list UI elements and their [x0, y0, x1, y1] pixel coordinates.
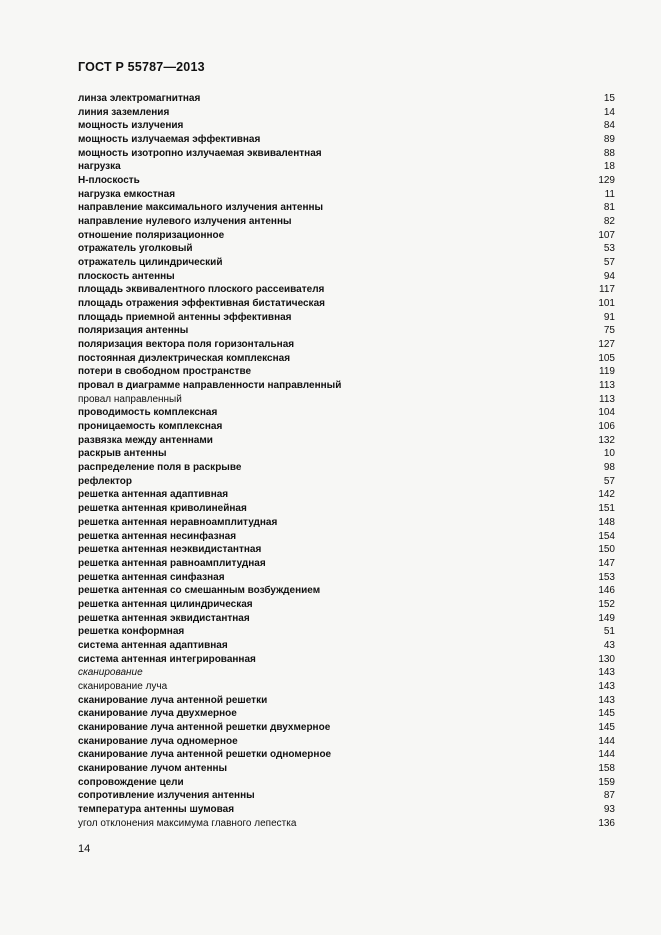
index-entry — [78, 283, 615, 297]
index-term: поляризация вектора поля горизонтальная — [78, 339, 295, 351]
index-entry — [78, 393, 615, 407]
index-entry — [78, 147, 615, 161]
index-page-ref: 98 — [603, 462, 615, 474]
index-page-ref: 105 — [598, 352, 615, 364]
index-page-ref: 51 — [603, 626, 615, 638]
index-entry — [78, 242, 615, 256]
index-page-ref: 84 — [603, 120, 615, 132]
index-page-ref: 150 — [598, 544, 615, 556]
index-term: сканирование луча антенной решетки одномерное — [78, 749, 332, 761]
index-page-ref: 147 — [598, 557, 615, 569]
index-term: линия заземления — [78, 106, 170, 118]
index-page-ref: 81 — [603, 202, 615, 214]
index-entry — [78, 735, 615, 749]
index-entry — [78, 406, 615, 420]
index-page-ref: 145 — [598, 708, 615, 720]
index-term: потери в свободном пространстве — [78, 366, 252, 378]
index-term: проницаемость комплексная — [78, 421, 223, 433]
index-entry — [78, 324, 615, 338]
index-entry — [78, 653, 615, 667]
index-page-ref: 101 — [598, 298, 615, 310]
index-entry — [78, 803, 615, 817]
index-term: угол отклонения максимума главного лепестка — [78, 817, 297, 829]
index-entry — [78, 721, 615, 735]
index-page-ref: 104 — [598, 407, 615, 419]
index-page-ref: 57 — [603, 475, 615, 487]
index-entry — [78, 352, 615, 366]
index-term: решетка конформная — [78, 626, 185, 638]
index-term: решетка антенная несинфазная — [78, 530, 237, 542]
index-term: решетка антенная неравноамплитудная — [78, 516, 278, 528]
index-entry — [78, 420, 615, 434]
index-term: система антенная адаптивная — [78, 639, 228, 651]
index-term: отражатель уголковый — [78, 243, 193, 255]
index-term: решетка антенная цилиндрическая — [78, 598, 253, 610]
index-page-ref: 129 — [598, 175, 615, 187]
index-term: поляризация антенны — [78, 325, 189, 337]
index-entry — [78, 502, 615, 516]
index-term: температура антенны шумовая — [78, 803, 235, 815]
index-page-ref: 53 — [603, 243, 615, 255]
index-term: распределение поля в раскрыве — [78, 462, 242, 474]
index-entry — [78, 447, 615, 461]
index-term: решетка антенная адаптивная — [78, 489, 229, 501]
index-entry — [78, 516, 615, 530]
index-entry — [78, 571, 615, 585]
index-page-ref: 113 — [599, 380, 615, 392]
index-term: мощность изотропно излучаемая эквивалентная — [78, 147, 322, 159]
index-entry — [78, 488, 615, 502]
index-entry — [78, 584, 615, 598]
index-term: рефлектор — [78, 475, 132, 487]
index-term: постоянная диэлектрическая комплексная — [78, 352, 291, 364]
index-term: сканирование луча одномерное — [78, 735, 238, 747]
index-entry — [78, 598, 615, 612]
index-page-ref: 57 — [603, 257, 615, 269]
index-page-ref: 136 — [598, 817, 615, 829]
index-term: провал направленный — [78, 393, 182, 405]
index-page-ref: 159 — [598, 776, 615, 788]
index-term: мощность излучения — [78, 120, 184, 132]
index-page-ref: 75 — [603, 325, 615, 337]
index-page-ref: 18 — [603, 161, 615, 173]
index-term: площадь эквивалентного плоского рассеивателя — [78, 284, 325, 296]
index-page-ref: 89 — [603, 134, 615, 146]
index-entry — [78, 461, 615, 475]
index-term: решетка антенная синфазная — [78, 571, 225, 583]
index-term: отражатель цилиндрический — [78, 257, 223, 269]
index-entry — [78, 174, 615, 188]
index-page-ref: 145 — [598, 721, 615, 733]
index-term: плоскость антенны — [78, 270, 175, 282]
index-term: раскрыв антенны — [78, 448, 167, 460]
index-term: нагрузка — [78, 161, 121, 173]
index-term: система антенная интегрированная — [78, 653, 256, 665]
index-entry — [78, 543, 615, 557]
index-term: сканирование лучом антенны — [78, 762, 228, 774]
index-page-ref: 94 — [603, 270, 615, 282]
index-page-ref: 87 — [603, 790, 615, 802]
index-page-ref: 119 — [599, 366, 615, 378]
index-term: нагрузка емкостная — [78, 188, 176, 200]
index-term: мощность излучаемая эффективная — [78, 134, 261, 146]
index-entry — [78, 160, 615, 174]
index-entry — [78, 201, 615, 215]
index-page-ref: 146 — [598, 585, 615, 597]
index-entry — [78, 215, 615, 229]
index-entry — [78, 188, 615, 202]
index-entry — [78, 106, 615, 120]
index-entry — [78, 434, 615, 448]
index-entry — [78, 338, 615, 352]
index-entry — [78, 789, 615, 803]
index-entry — [78, 365, 615, 379]
index-term: решетка антенная криволинейная — [78, 503, 247, 515]
index-entry — [78, 776, 615, 790]
index-term: линза электромагнитная — [78, 93, 201, 104]
index-entry — [78, 297, 615, 311]
index-entry — [78, 119, 615, 133]
index-page-ref: 130 — [598, 653, 615, 665]
index-term: проводимость комплексная — [78, 407, 218, 419]
index-page-ref: 82 — [603, 216, 615, 228]
index-term: отношение поляризационное — [78, 229, 225, 241]
index-page-ref: 107 — [598, 229, 615, 241]
index-entry — [78, 762, 615, 776]
index-page-ref: 113 — [599, 393, 615, 405]
index-page-ref: 106 — [598, 421, 615, 433]
index-entry — [78, 256, 615, 270]
index-entry — [78, 625, 615, 639]
index-term: сопровождение цели — [78, 776, 184, 788]
document-header: ГОСТ Р 55787—2013 — [78, 60, 205, 74]
index-term: сканирование луча антенной решетки двухмерное — [78, 721, 331, 733]
index-entry — [78, 229, 615, 243]
index-page-ref: 127 — [598, 339, 615, 351]
index-entry — [78, 270, 615, 284]
index-entry — [78, 557, 615, 571]
index-page-ref: 15 — [603, 93, 615, 104]
index-term: решетка антенная эквидистантная — [78, 612, 250, 624]
index-page-ref: 91 — [603, 311, 615, 323]
index-page-ref: 154 — [598, 530, 615, 542]
index-entry — [78, 666, 615, 680]
index-page-ref: 153 — [598, 571, 615, 583]
index-term: направление максимального излучения антенны — [78, 202, 324, 214]
index-term: решетка антенная со смешанным возбуждением — [78, 585, 321, 597]
index-entry — [78, 612, 615, 626]
index-page-ref: 149 — [598, 612, 615, 624]
page-number: 14 — [78, 843, 91, 855]
index-page-ref: 93 — [603, 803, 615, 815]
index-term: сканирование луча двухмерное — [78, 708, 237, 720]
index-page-ref: 152 — [598, 598, 615, 610]
index-entry — [78, 530, 615, 544]
index-term: Н-плоскость — [78, 175, 140, 187]
index-page-ref: 158 — [598, 762, 615, 774]
index-page-ref: 144 — [598, 735, 615, 747]
index-entry — [78, 748, 615, 762]
index-term: сопротивление излучения антенны — [78, 790, 255, 802]
index-term: направление нулевого излучения антенны — [78, 216, 292, 228]
index-page-ref: 143 — [598, 667, 615, 679]
index-entry — [78, 379, 615, 393]
index-term: провал в диаграмме направленности направленный — [78, 380, 342, 392]
index-entry — [78, 639, 615, 653]
index-page-ref: 144 — [598, 749, 615, 761]
index-entry — [78, 92, 615, 106]
index-entry — [78, 707, 615, 721]
index-term: площадь приемной антенны эффективная — [78, 311, 292, 323]
index-term: развязка между антеннами — [78, 434, 213, 446]
index-page-ref: 88 — [603, 147, 615, 159]
index-page-ref: 143 — [598, 680, 615, 692]
index-page-ref: 10 — [603, 448, 615, 460]
index-entry — [78, 817, 615, 831]
index-page-ref: 117 — [599, 284, 615, 296]
index-page-ref: 148 — [598, 516, 615, 528]
index-term: решетка антенная равноамплитудная — [78, 557, 266, 569]
index-term: сканирование луча антенной решетки — [78, 694, 268, 706]
index-page-ref: 132 — [598, 434, 615, 446]
index-page-ref: 151 — [598, 503, 615, 515]
index-term: решетка антенная неэквидистантная — [78, 544, 262, 556]
index-term: площадь отражения эффективная бистатическая — [78, 298, 325, 310]
index-page-ref: 143 — [598, 694, 615, 706]
index-page-ref: 142 — [598, 489, 615, 501]
index-page-ref: 11 — [604, 188, 615, 200]
index-term: сканирование луча — [78, 680, 168, 692]
index-page-ref: 14 — [603, 106, 615, 118]
index-entry — [78, 475, 615, 489]
index-entry — [78, 133, 615, 147]
index-entry — [78, 311, 615, 325]
index-term: сканирование — [78, 667, 143, 679]
index-page-ref: 43 — [603, 639, 615, 651]
terms-index — [78, 92, 615, 830]
index-entry — [78, 680, 615, 694]
index-entry — [78, 694, 615, 708]
